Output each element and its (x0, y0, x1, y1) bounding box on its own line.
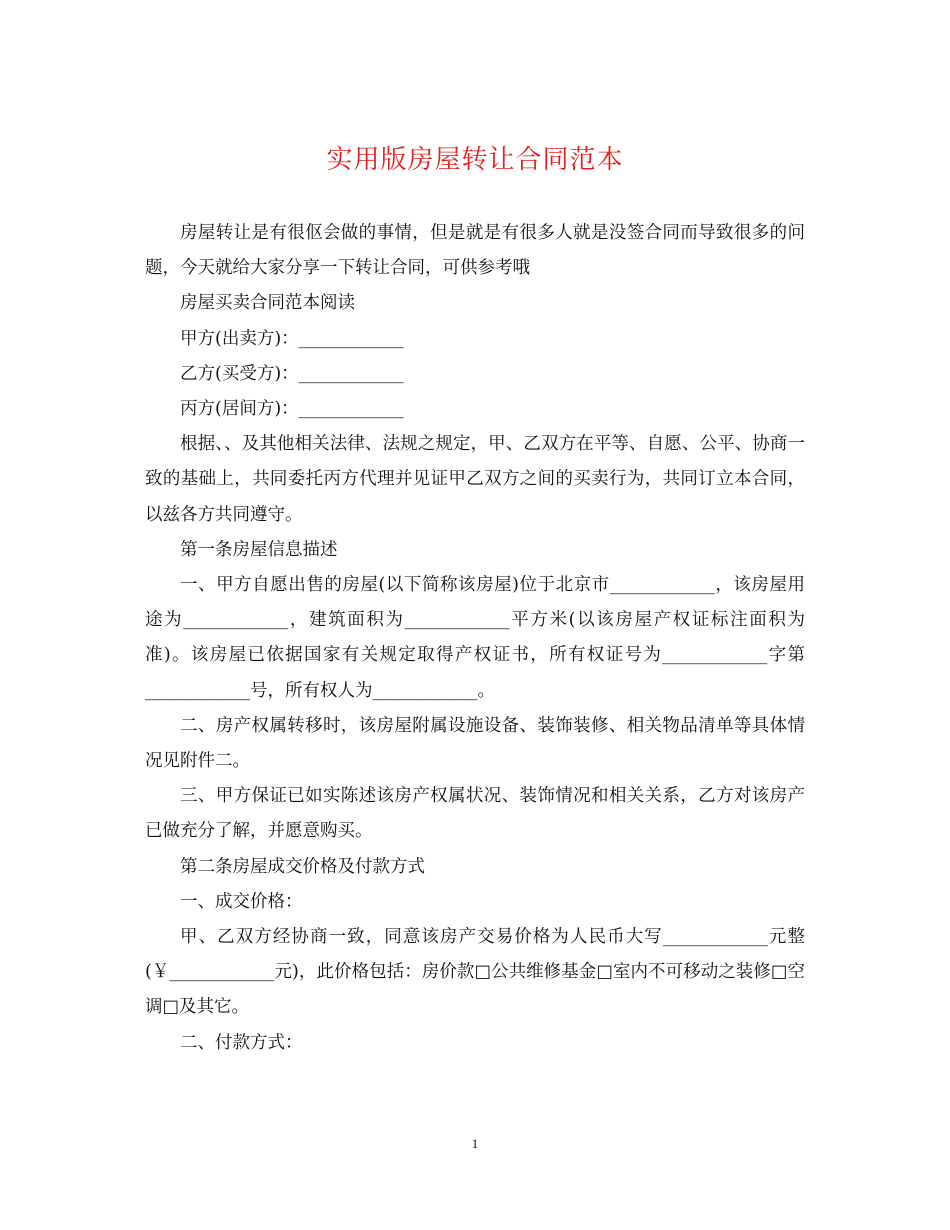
article-1-clause-1: 一、甲方自愿出售的房屋(以下简称该房屋)位于北京市____________，该房屋用途为____________，建筑面积为____________平方米(以该房屋产权证标注面积为准)。该房屋已依据国家有关规定取得产权证书，所有权证号为____________字第____________号，所有权人为____________。 (145, 575, 805, 701)
article-2-price-heading: 一、成交价格： (180, 891, 303, 912)
party-b-line: 乙方(买受方)：____________ (180, 363, 404, 384)
document-body (145, 216, 805, 1061)
article-2-payment-heading: 二、付款方式： (180, 1032, 303, 1053)
party-a-line: 甲方(出卖方)：____________ (180, 328, 404, 349)
paragraph-intro: 房屋转让是有很伛会做的事情，但是就是有很多人就是没签合同而导致很多的问题，今天就给大家分享一下转让合同，可供参考哦 (145, 223, 805, 279)
article-2-heading: 第二条房屋成交价格及付款方式 (180, 856, 425, 877)
article-1-clause-3: 三、甲方保证已如实陈述该房产权属状况、装饰情况和相关关系，乙方对该房产已做充分了解，并愿意购买。 (145, 786, 805, 842)
article-1-heading: 第一条房屋信息描述 (180, 539, 338, 560)
paragraph-basis: 根据、、及其他相关法律、法规之规定，甲、乙双方在平等、自愿、公平、协商一致的基础上，共同委托丙方代理并见证甲乙双方之间的买卖行为，共同订立本合同，以兹各方共同遵守。 (145, 434, 805, 525)
party-c-line: 丙方(居间方)：____________ (180, 399, 404, 420)
page-number: 1 (471, 1136, 479, 1151)
document-title: 实用版房屋转让合同范本 (326, 145, 624, 175)
paragraph-heading-sample: 房屋买卖合同范本阅读 (180, 293, 355, 314)
article-2-price-clause: 甲、乙双方经协商一致，同意该房产交易价格为人民币大写____________元整(￥____________元)，此价格包括：房价款□公共维修基金□室内不可移动之装修□空调□及其它。 (145, 927, 805, 1018)
article-1-clause-2: 二、房产权属转移时，该房屋附属设施设备、装饰装修、相关物品清单等具体情况见附件二。 (145, 715, 805, 772)
